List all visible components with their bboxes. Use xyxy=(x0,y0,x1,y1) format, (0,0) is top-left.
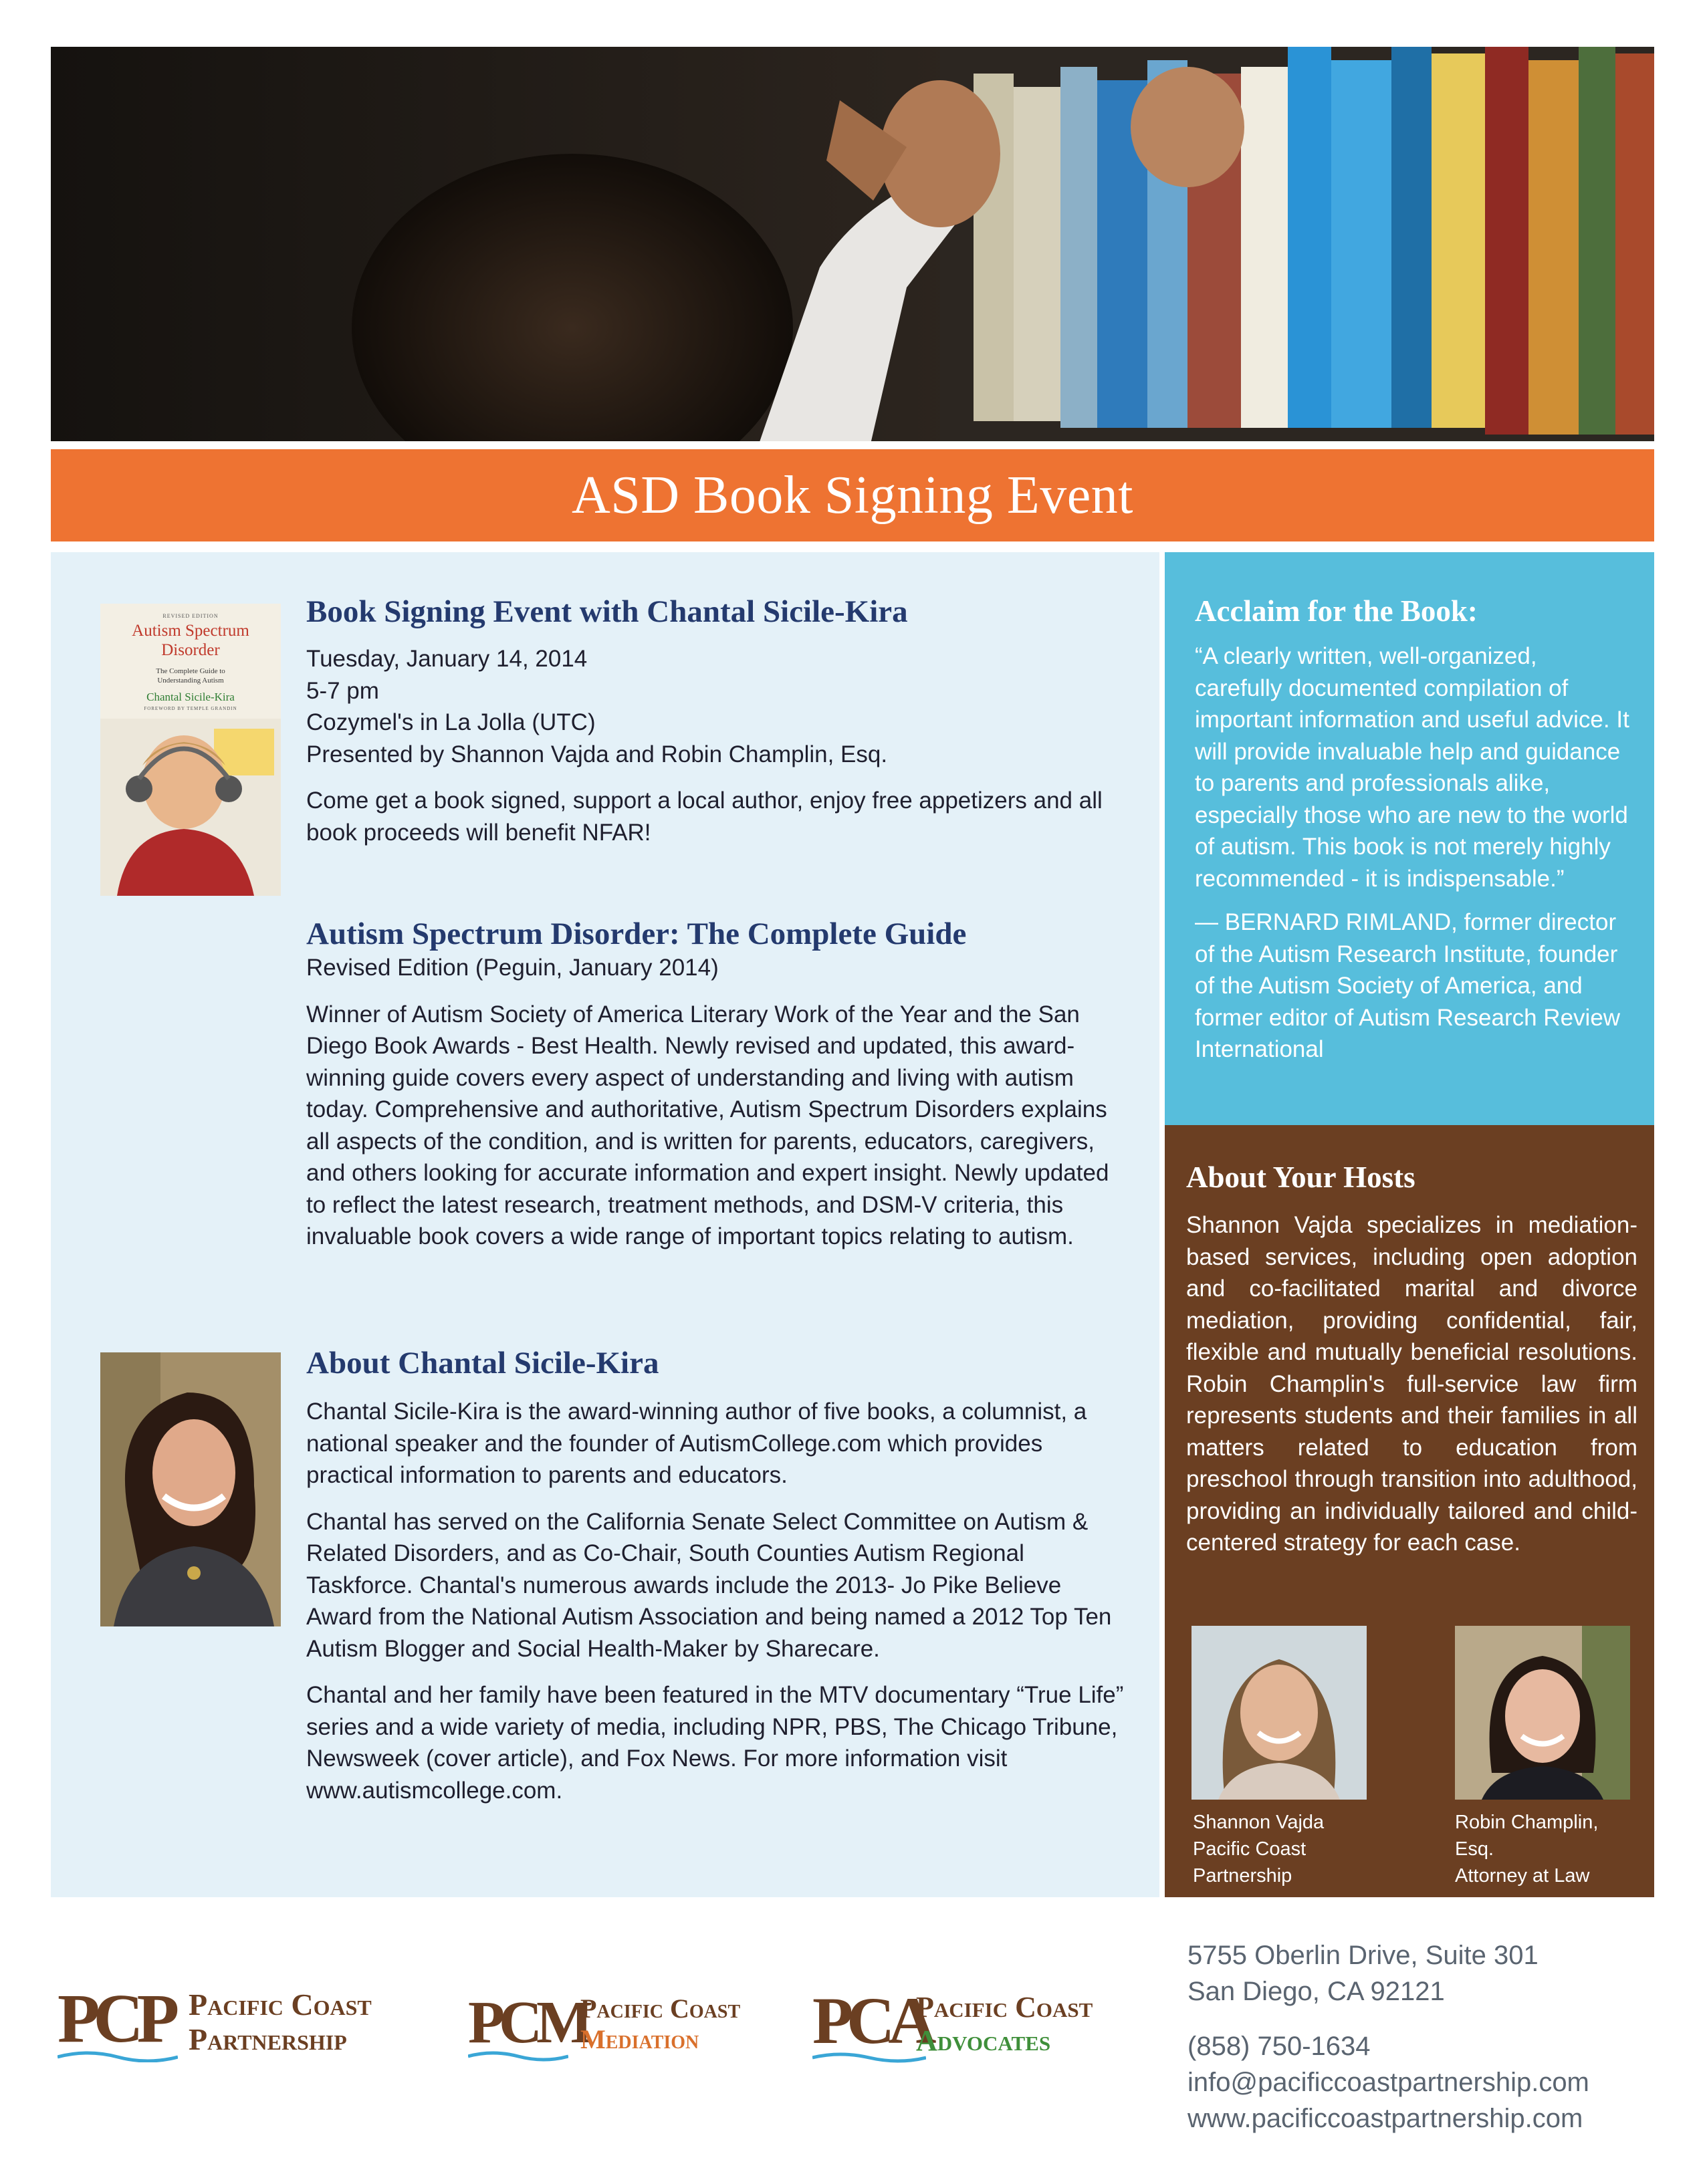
robin-photo xyxy=(1455,1626,1630,1800)
about-author-p1: Chantal Sicile-Kira is the award-winning author of five books, a columnist, a national speaker and the founder of AutismCollege.com which provides practical information to parents and educators. xyxy=(306,1399,1087,1489)
pcm-wave-icon xyxy=(468,2050,568,2062)
hero-photo xyxy=(51,47,1654,441)
book-cover-foreword: FOREWORD BY TEMPLE GRANDIN xyxy=(144,706,237,711)
book-cover-edition: REVISED EDITION xyxy=(162,613,219,619)
event-heading: Book Signing Event with Chantal Sicile-Kira xyxy=(306,594,908,629)
event-date: Tuesday, January 14, 2014 xyxy=(306,646,588,673)
acclaim-quote: “A clearly written, well-organized, carefully documented compilation of important information and useful advice. It will provide invaluable help and guidance to parents and professionals alike, especially those who are new to the world of autism. This book is not merely highly recommended - it is indispensable.” xyxy=(1195,643,1629,892)
contact-block xyxy=(1187,1937,1682,2137)
event-description: Come get a book signed, support a local author, enjoy free appetizers and all book proceeds will benefit NFAR! xyxy=(306,787,1103,846)
pca-line1: Pacific Coast xyxy=(916,1991,1093,2024)
host2-caption xyxy=(1455,1809,1642,1889)
pca-wave-icon xyxy=(812,2051,926,2063)
pcp-line1: Pacific Coast xyxy=(189,1987,372,2022)
shannon-photo xyxy=(1191,1626,1367,1800)
hosts-heading: About Your Hosts xyxy=(1186,1161,1415,1194)
page-title: ASD Book Signing Event xyxy=(572,465,1133,525)
event-presenters: Presented by Shannon Vajda and Robin Champlin, Esq. xyxy=(306,741,888,767)
book-cover-child-illustration xyxy=(100,719,281,896)
hosts-text: Shannon Vajda specializes in mediation-based services, including open adoption and co-facilitated marital and divorce mediation, providing confidential, fair, flexible and mutually beneficial resolutions. Robin Champlin's full-service law firm represents students and their families in all matters related to education from preschool through transition into adulthood, providing an individually tailored and child-centered strategy for each case. xyxy=(1186,1212,1637,1556)
event-time: 5-7 pm xyxy=(306,677,379,704)
host2-name: Robin Champlin, Esq. xyxy=(1455,1812,1599,1860)
event-location: Cozymel's in La Jolla (UTC) xyxy=(306,709,596,736)
contact-address-line1: 5755 Oberlin Drive, Suite 301 xyxy=(1187,1941,1539,1970)
host1-org-line1: Pacific Coast xyxy=(1193,1838,1306,1860)
about-author-p3: Chantal and her family have been featured in the MTV documentary “True Life” series and a wide variety of media, including NPR, PBS, The Chicago Tribune, Newsweek (cover article), and Fox News. For more information visit www.autismcollege.com. xyxy=(306,1682,1124,1804)
book-subheading: Revised Edition (Peguin, January 2014) xyxy=(306,955,719,981)
about-author-p2: Chantal has served on the California Senate Select Committee on Autism & Related Disorders, and as Co-Chair, South Counties Autism Regional Taskforce. Chantal's numerous awards include the 2013- Jo Pike Believe Award from the National Autism Association and being named a 2012 Top Ten Autism Blogger and Social Health-Maker by Sharecare. xyxy=(306,1508,1112,1662)
contact-email[interactable]: info@pacificcoastpartnership.com xyxy=(1187,2068,1589,2097)
book-description: Winner of Autism Society of America Literary Work of the Year and the San Diego Book Awards - Best Health. Newly revised and updated, this award-winning guide covers every aspect of understanding and living with autism today. Comprehensive and authoritative, Autism Spectrum Disorders explains all aspects of the condition, and is written for parents, educators, caregivers, and others looking for accurate information and expert insight. Newly updated to reflect the latest research, treatment methods, and DSM-V criteria, this invaluable book covers a wide range of important topics relating to autism. xyxy=(306,1001,1109,1250)
pcm-line1: Pacific Coast xyxy=(580,1993,741,2024)
pcp-wave-icon xyxy=(58,2049,178,2062)
acclaim-heading: Acclaim for the Book: xyxy=(1195,594,1478,628)
about-author-section xyxy=(306,1345,1129,1806)
about-author-heading: About Chantal Sicile-Kira xyxy=(306,1346,659,1380)
pca-line2: Advocates xyxy=(916,2024,1051,2057)
host1-name: Shannon Vajda xyxy=(1193,1812,1325,1833)
book-heading: Autism Spectrum Disorder: The Complete Guide xyxy=(306,917,967,951)
chantal-photo xyxy=(100,1352,281,1626)
host2-org: Attorney at Law xyxy=(1455,1865,1590,1887)
contact-website[interactable]: www.pacificcoastpartnership.com xyxy=(1187,2104,1583,2133)
acclaim-panel xyxy=(1165,552,1654,1125)
contact-address-line2: San Diego, CA 92121 xyxy=(1187,1977,1445,2006)
pcp-line2: Partnership xyxy=(189,2022,347,2056)
book-cover-subtitle: The Complete Guide to Understanding Autism xyxy=(156,667,225,685)
acclaim-attribution: — BERNARD RIMLAND, former director of the Autism Research Institute, founder of the Autism Society of America, and former editor of Autism Research Review International xyxy=(1195,909,1621,1062)
book-cover-image xyxy=(100,604,281,896)
title-banner xyxy=(51,449,1654,541)
book-section xyxy=(306,916,1129,1253)
event-section xyxy=(306,594,1129,848)
pcp-mark: PCP xyxy=(58,1980,173,2057)
logo-pacific-coast-partnership xyxy=(58,1982,432,2062)
host1-org-line2: Partnership xyxy=(1193,1865,1292,1887)
contact-phone[interactable]: (858) 750-1634 xyxy=(1187,2032,1371,2061)
logo-pacific-coast-advocates xyxy=(812,1985,1127,2066)
pcm-line2: Mediation xyxy=(580,2024,699,2054)
book-cover-author: Chantal Sicile-Kira xyxy=(146,691,235,703)
pcm-mark: PCM xyxy=(468,1989,587,2056)
logo-pacific-coast-mediation xyxy=(468,1991,782,2064)
pca-mark: PCA xyxy=(812,1983,930,2058)
book-cover-title: Autism Spectrum Disorder xyxy=(132,622,249,659)
host1-caption xyxy=(1193,1809,1360,1889)
